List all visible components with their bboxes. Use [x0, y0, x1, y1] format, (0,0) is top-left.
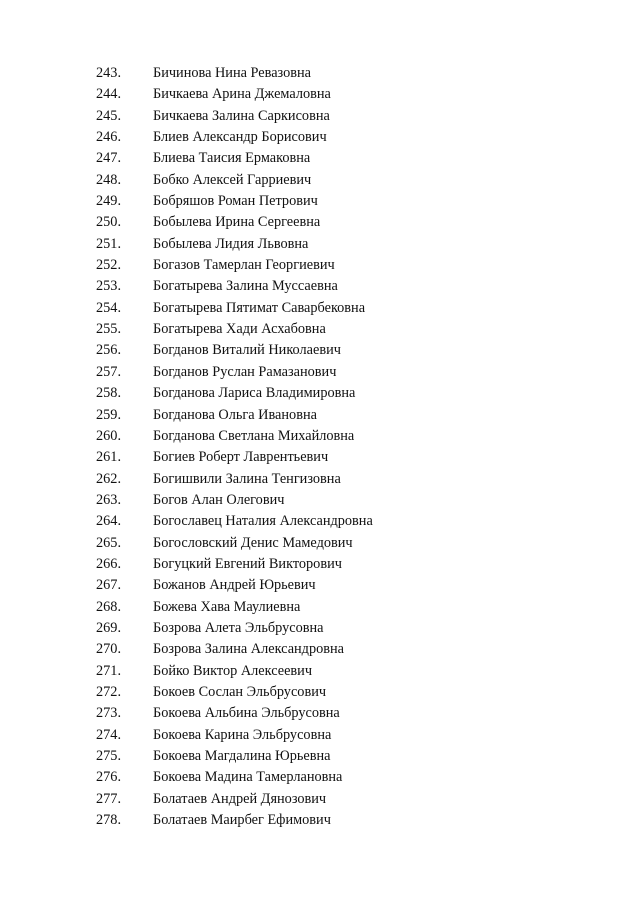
entry-name: Богословский Денис Мамедович: [153, 534, 353, 551]
list-item: [0, 490, 640, 511]
entry-number: 266.: [96, 555, 122, 572]
entry-number: 245.: [96, 107, 122, 124]
entry-name: Богославец Наталия Александровна: [153, 513, 373, 530]
list-item: [0, 597, 640, 618]
list-item: [0, 682, 640, 703]
entry-number: 259.: [96, 406, 122, 423]
list-item: [0, 84, 640, 105]
entry-name: Богиев Роберт Лаврентьевич: [153, 449, 329, 466]
entry-number: 270.: [96, 641, 122, 658]
entry-number: 252.: [96, 257, 122, 274]
entry-number: 251.: [96, 235, 122, 252]
entry-number: 255.: [96, 321, 122, 338]
entry-name: Богуцкий Евгений Викторович: [153, 555, 342, 572]
entry-name: Болатаев Андрей Дянозович: [153, 790, 327, 807]
list-item: [0, 106, 640, 127]
entry-number: 249.: [96, 193, 122, 210]
entry-name: Бобылева Ирина Сергеевна: [153, 214, 321, 231]
entry-number: 262.: [96, 470, 122, 487]
list-item: [0, 533, 640, 554]
list-item: [0, 63, 640, 84]
entry-number: 246.: [96, 129, 122, 146]
entry-number: 244.: [96, 86, 122, 103]
list-item: [0, 405, 640, 426]
entry-name: Бичинова Нина Ревазовна: [153, 65, 312, 81]
entry-number: 263.: [96, 491, 122, 508]
entry-number: 272.: [96, 683, 122, 700]
entry-name: Божева Хава Маулиевна: [153, 598, 301, 615]
list-item: [0, 362, 640, 383]
list-item: [0, 127, 640, 148]
entry-number: 271.: [96, 662, 122, 679]
entry-number: 258.: [96, 385, 122, 402]
list-item: [0, 725, 640, 746]
entry-number: 247.: [96, 150, 122, 167]
list-item: [0, 661, 640, 682]
entry-number: 273.: [96, 705, 122, 722]
entry-name: Бичкаева Арина Джемаловна: [153, 86, 331, 103]
entry-name: Богазов Тамерлан Георгиевич: [153, 257, 335, 274]
entry-number: 253.: [96, 278, 122, 295]
entry-number: 269.: [96, 619, 122, 636]
entry-name: Богатырева Хади Асхабовна: [153, 321, 326, 338]
entry-name: Бичкаева Залина Саркисовна: [153, 107, 330, 124]
list-item: [0, 639, 640, 660]
list-item: [0, 298, 640, 319]
entry-name: Блиева Таисия Ермаковна: [153, 150, 311, 167]
entry-number: 248.: [96, 171, 122, 188]
list-item: [0, 810, 640, 831]
entry-name: Богатырева Пятимат Саварбековна: [153, 299, 366, 316]
list-item: [0, 319, 640, 340]
list-item: [0, 511, 640, 532]
list-item: [0, 426, 640, 447]
entry-name: Богданова Ольга Ивановна: [153, 406, 317, 423]
list-item: [0, 554, 640, 575]
entry-name: Бокоева Карина Эльбрусовна: [153, 726, 332, 743]
entry-number: 267.: [96, 577, 122, 594]
entry-name: Бобылева Лидия Львовна: [153, 235, 309, 252]
entry-name: Богданов Руслан Рамазанович: [153, 363, 337, 380]
entry-number: 260.: [96, 427, 122, 444]
entry-name: Богданова Светлана Михайловна: [153, 427, 355, 444]
entry-number: 256.: [96, 342, 122, 359]
entry-number: 277.: [96, 790, 122, 807]
entry-name: Бокоева Магдалина Юрьевна: [153, 748, 331, 764]
entry-name: Бозрова Алета Эльбрусовна: [153, 619, 324, 636]
entry-name: Божанов Андрей Юрьевич: [153, 577, 316, 594]
list-item: [0, 469, 640, 490]
list-item: [0, 191, 640, 212]
entry-number: 265.: [96, 534, 122, 551]
list-item: [0, 148, 640, 169]
entry-name: Бойко Виктор Алексеевич: [153, 662, 313, 679]
list-item: [0, 767, 640, 788]
entry-number: 278.: [96, 812, 122, 829]
list-item: [0, 212, 640, 233]
entry-number: 274.: [96, 726, 122, 743]
entry-number: 276.: [96, 769, 122, 786]
entry-name: Богданов Виталий Николаевич: [153, 342, 341, 359]
list-item: [0, 746, 640, 767]
list-item: [0, 575, 640, 596]
entry-number: 250.: [96, 214, 122, 231]
list-item: [0, 234, 640, 255]
entry-name: Богатырева Залина Муссаевна: [153, 278, 338, 295]
entry-number: 261.: [96, 449, 122, 466]
entry-number: 254.: [96, 299, 122, 316]
list-item: [0, 170, 640, 191]
entry-name: Богданова Лариса Владимировна: [153, 385, 356, 402]
entry-name: Бокоева Альбина Эльбрусовна: [153, 705, 340, 722]
entry-name: Бозрова Залина Александровна: [153, 641, 345, 658]
list-item: [0, 276, 640, 297]
entry-name: Богишвили Залина Тенгизовна: [153, 470, 341, 487]
entry-name: Бобко Алексей Гарриевич: [153, 171, 312, 188]
entry-name: Болатаев Маирбег Ефимович: [153, 812, 331, 829]
list-item: [0, 618, 640, 639]
entry-name: Богов Алан Олегович: [153, 491, 285, 508]
entry-name: Бобряшов Роман Петрович: [153, 193, 318, 210]
list-item: [0, 789, 640, 810]
entry-name: Бокоева Мадина Тамерлановна: [153, 769, 343, 786]
entry-number: 268.: [96, 598, 122, 615]
entry-name: Блиев Александр Борисович: [153, 129, 327, 146]
entry-name: Бокоев Сослан Эльбрусович: [153, 683, 327, 700]
entry-number: 257.: [96, 363, 122, 380]
list-item: [0, 383, 640, 404]
list-item: [0, 703, 640, 724]
list-item: [0, 447, 640, 468]
entry-number: 243.: [96, 65, 122, 81]
numbered-name-list: [0, 63, 640, 831]
list-item: [0, 255, 640, 276]
entry-number: 264.: [96, 513, 122, 530]
list-item: [0, 340, 640, 361]
entry-number: 275.: [96, 748, 122, 764]
